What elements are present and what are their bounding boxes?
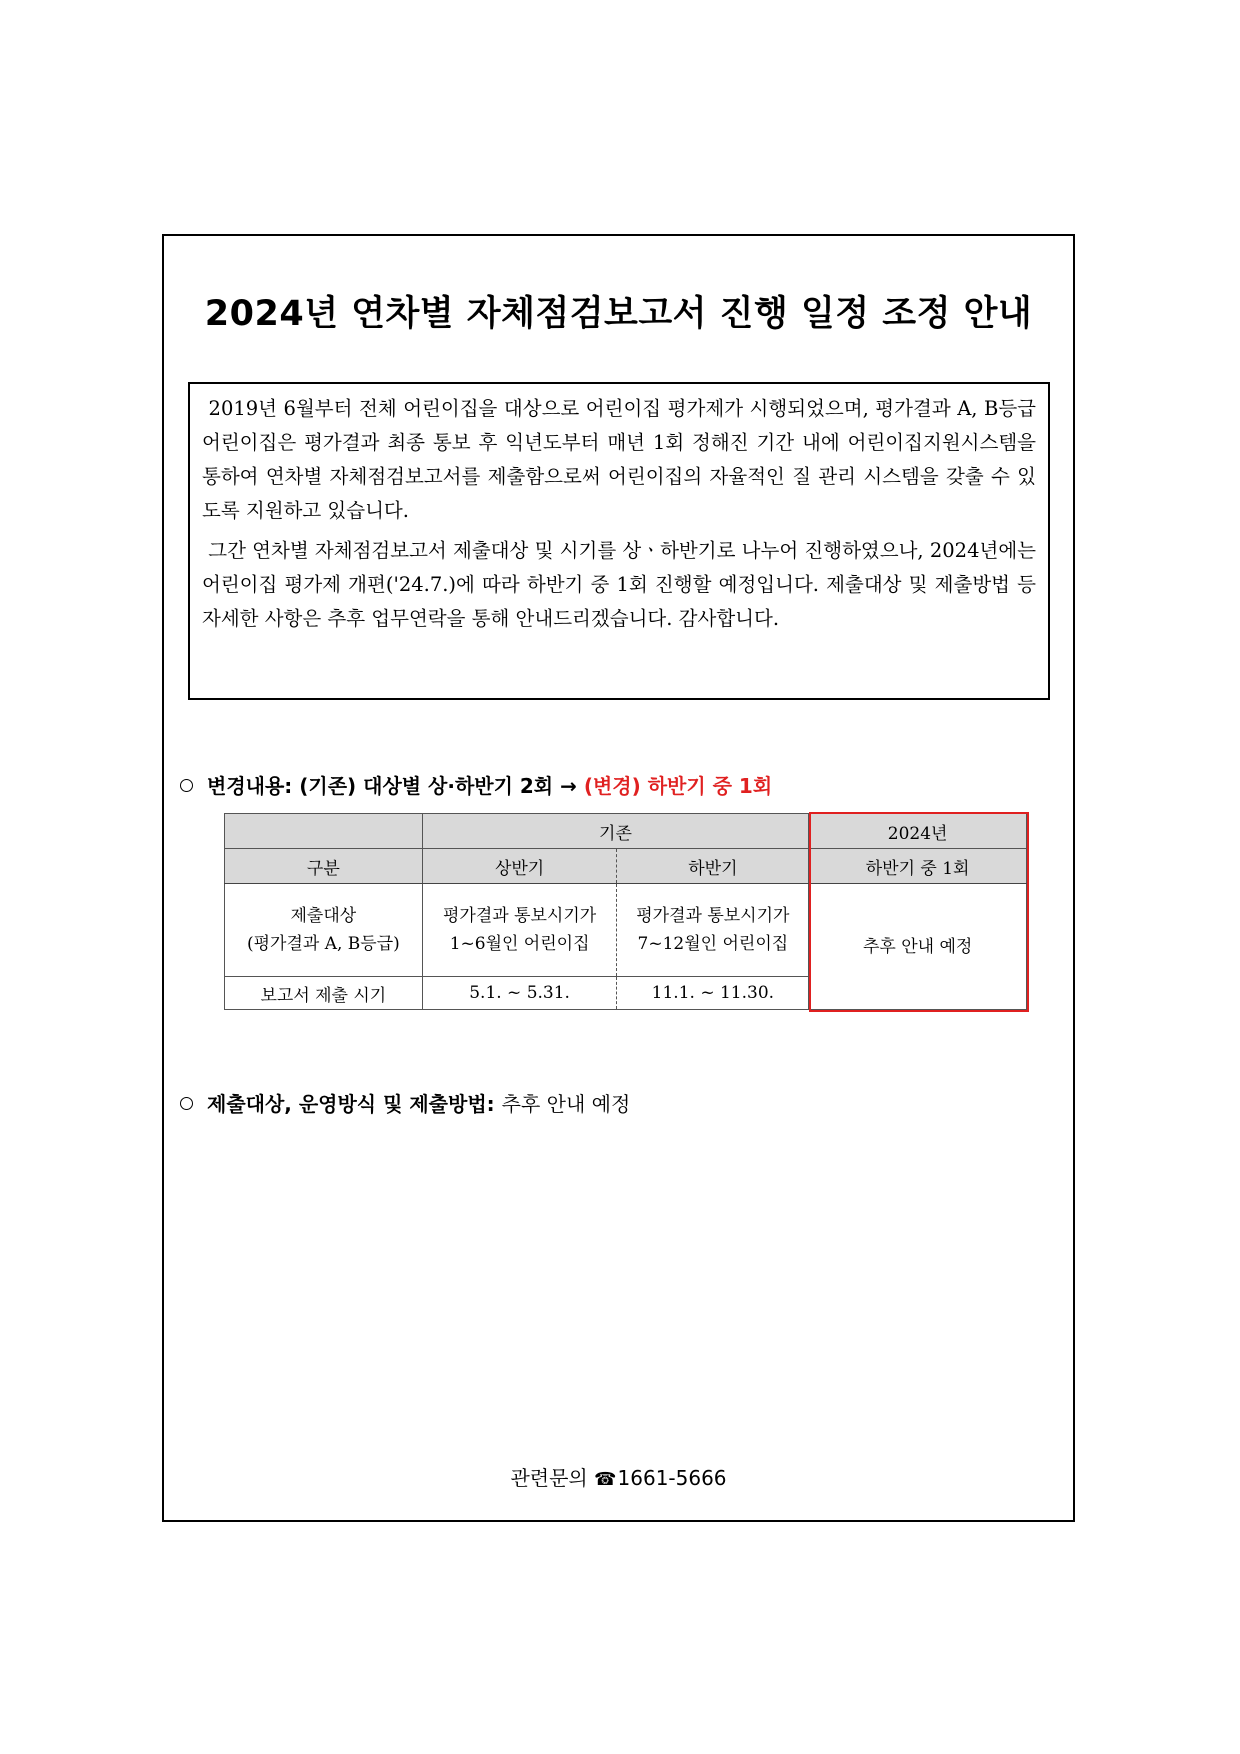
contact-line	[164, 1462, 1073, 1491]
notice-box	[188, 382, 1050, 700]
cell-first-half-period: 5.1. ~ 5.31.	[422, 977, 617, 1010]
method-section-heading	[180, 1088, 630, 1117]
method-value: 추후 안내 예정	[501, 1092, 631, 1116]
table-row	[225, 884, 1027, 977]
cell-line: 7~12월인 어린이집	[637, 934, 789, 954]
change-label: 변경내용: (기존) 대상별 상·하반기 2회 →	[207, 774, 577, 798]
cell-second-half-target	[617, 884, 809, 977]
cell-first-half-target	[422, 884, 617, 977]
notice-paragraph-1: 2019년 6월부터 전체 어린이집을 대상으로 어린이집 평가제가 시행되었으며, 평가결과 A, B등급 어린이집은 평가결과 최종 통보 후 익년도부터 매년 1회 정해진 기간 내에 어린이집지원시스템을 통하여 연차별 자체점검보고서를 제출함으로써 어린이집의 자율적인 질 관리 시스템을 갖출 수 있도록 지원하고 있습니다.	[202, 397, 1037, 522]
header-second-half: 하반기	[617, 849, 809, 884]
circle-bullet-icon	[180, 1097, 193, 1110]
cell-line: 평가결과 통보시기가	[442, 906, 597, 926]
circle-bullet-icon	[180, 779, 193, 792]
header-category: 구분	[225, 849, 423, 884]
table-header-row-2	[225, 849, 1027, 884]
row-label-period: 보고서 제출 시기	[225, 977, 423, 1010]
contact-label: 관련문의	[510, 1466, 588, 1490]
method-label: 제출대상, 운영방식 및 제출방법:	[207, 1092, 495, 1116]
header-2024: 2024년	[809, 814, 1027, 849]
cell-line: 1~6월인 어린이집	[449, 934, 590, 954]
cell-second-half-period: 11.1. ~ 11.30.	[617, 977, 809, 1010]
header-2024-schedule: 하반기 중 1회	[809, 849, 1027, 884]
header-first-half: 상반기	[422, 849, 617, 884]
document-frame	[162, 234, 1075, 1522]
phone-icon: ☎	[594, 1469, 617, 1490]
cell-2024-target: 추후 안내 예정	[809, 884, 1027, 1010]
schedule-table	[224, 813, 1027, 1010]
change-section-heading	[180, 770, 772, 799]
header-empty-cell	[225, 814, 423, 849]
cell-line: 평가결과 통보시기가	[636, 906, 790, 926]
page-title: 2024년 연차별 자체점검보고서 진행 일정 조정 안내	[204, 294, 1033, 334]
table-header-row-1	[225, 814, 1027, 849]
row-label-target	[225, 884, 423, 977]
row-label-line: 제출대상	[290, 906, 357, 926]
change-highlight: (변경) 하반기 중 1회	[583, 774, 773, 798]
notice-paragraph-2: 그간 연차별 자체점검보고서 제출대상 및 시기를 상ㆍ하반기로 나누어 진행하였으나, 2024년에는 어린이집 평가제 개편('24.7.)에 따라 하반기 중 1회 진행할 예정입니다. 제출대상 및 제출방법 등 자세한 사항은 추후 업무연락을 통해 안내드리겠습니다. 감사합니다.	[202, 539, 1037, 630]
header-existing: 기존	[422, 814, 809, 849]
row-label-line: (평가결과 A, B등급)	[246, 934, 400, 954]
contact-phone: 1661-5666	[617, 1466, 727, 1490]
